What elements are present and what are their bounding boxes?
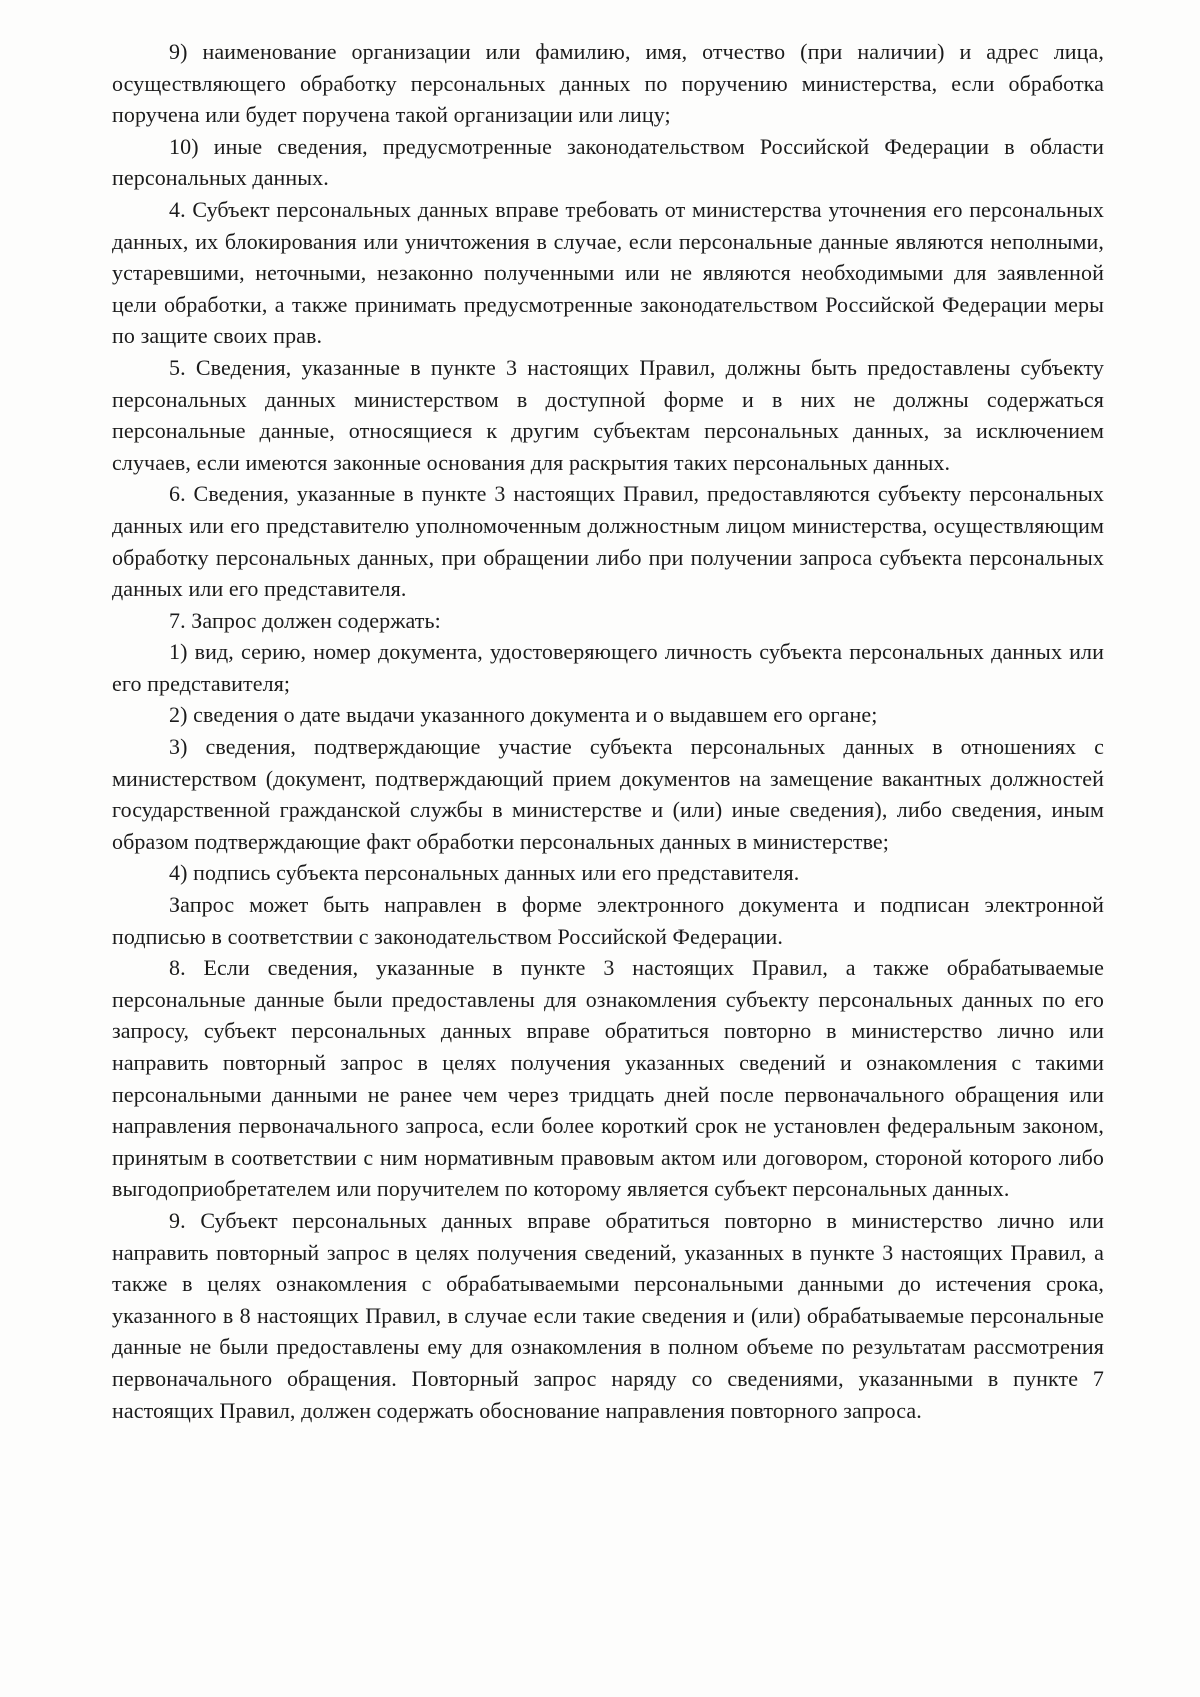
document-body xyxy=(112,36,1104,1426)
paragraph-item-9-organization: 9) наименование организации или фамилию, имя, отчество (при наличии) и адрес лица, осуществляющего обработку персональных данных по поручению министерства, если обработка поручена или будет поручена такой организации или лицу; xyxy=(112,39,1104,128)
paragraph-clause-5: 5. Сведения, указанные в пункте 3 настоящих Правил, должны быть предоставлены субъекту персональных данных министерством в доступной форме и в них не должны содержаться персональные данные, относящиеся к другим субъектам персональных данных, за исключением случаев, если имеются законные основания для раскрытия таких персональных данных. xyxy=(112,354,1104,475)
paragraph-clause-7: 7. Запрос должен содержать: xyxy=(169,607,441,633)
paragraph-clause-6: 6. Сведения, указанные в пункте 3 настоящих Правил, предоставляются субъекту персональных данных или его представителю уполномоченным должностным лицом министерства, осуществляющим обработку персональных данных, при обращении либо при получении запроса субъекта персональных данных или его представителя. xyxy=(112,481,1104,602)
paragraph-item-10-other-info: 10) иные сведения, предусмотренные законодательством Российской Федерации в области персональных данных. xyxy=(112,133,1104,191)
paragraph-item-4-signature: 4) подпись субъекта персональных данных или его представителя. xyxy=(169,860,800,886)
paragraph-electronic-request: Запрос может быть направлен в форме электронного документа и подписан электронной подписью в соответствии с законодательством Российской Федерации. xyxy=(112,892,1104,949)
paragraph-clause-9: 9. Субъект персональных данных вправе обратиться повторно в министерство лично или направить повторный запрос в целях получения сведений, указанных в пункте 3 настоящих Правил, а также в целях ознакомления с обрабатываемыми персональными данными до истечения срока, указанного в 8 настоящих Правил, в случае если такие сведения и (или) обрабатываемые персональные данные не были предоставлены ему для ознакомления в полном объеме по результатам рассмотрения первоначального обращения. Повторный запрос наряду со сведениями, указанными в пункте 7 настоящих Правил, должен содержать обоснование направления повторного запроса. xyxy=(112,1207,1104,1423)
paragraph-item-3-participation: 3) сведения, подтверждающие участие субъекта персональных данных в отношениях с министерством (документ, подтверждающий прием документов на замещение вакантных должностей государственной гражданской службы в министерстве и (или) иные сведения), либо сведения, иным образом подтверждающие факт обработки персональных данных в министерстве; xyxy=(112,734,1104,854)
paragraph-item-1-document: 1) вид, серию, номер документа, удостоверяющего личность субъекта персональных данных или его представителя; xyxy=(112,639,1104,696)
paragraph-item-2-issue-date: 2) сведения о дате выдачи указанного документа и о выдавшем его органе; xyxy=(169,702,878,728)
paragraph-clause-4: 4. Субъект персональных данных вправе требовать от министерства уточнения его персональных данных, их блокирования или уничтожения в случае, если персональные данные являются неполными, устаревшими, неточными, незаконно полученными или не являются необходимыми для заявленной цели обработки, а также принимать предусмотренные законодательством Российской Федерации меры по защите своих прав. xyxy=(112,196,1104,349)
paragraph-clause-8: 8. Если сведения, указанные в пункте 3 настоящих Правил, а также обрабатываемые персональные данные были предоставлены для ознакомления субъекту персональных данных по его запросу, субъект персональных данных вправе обратиться повторно в министерство лично или направить повторный запрос в целях получения указанных сведений и ознакомления с такими персональными данными не ранее чем через тридцать дней после первоначального обращения или направления первоначального запроса, если более короткий срок не установлен федеральным законом, принятым в соответствии с ним нормативным правовым актом или договором, стороной которого либо выгодоприобретателем или поручителем по которому является субъект персональных данных. xyxy=(112,955,1104,1202)
